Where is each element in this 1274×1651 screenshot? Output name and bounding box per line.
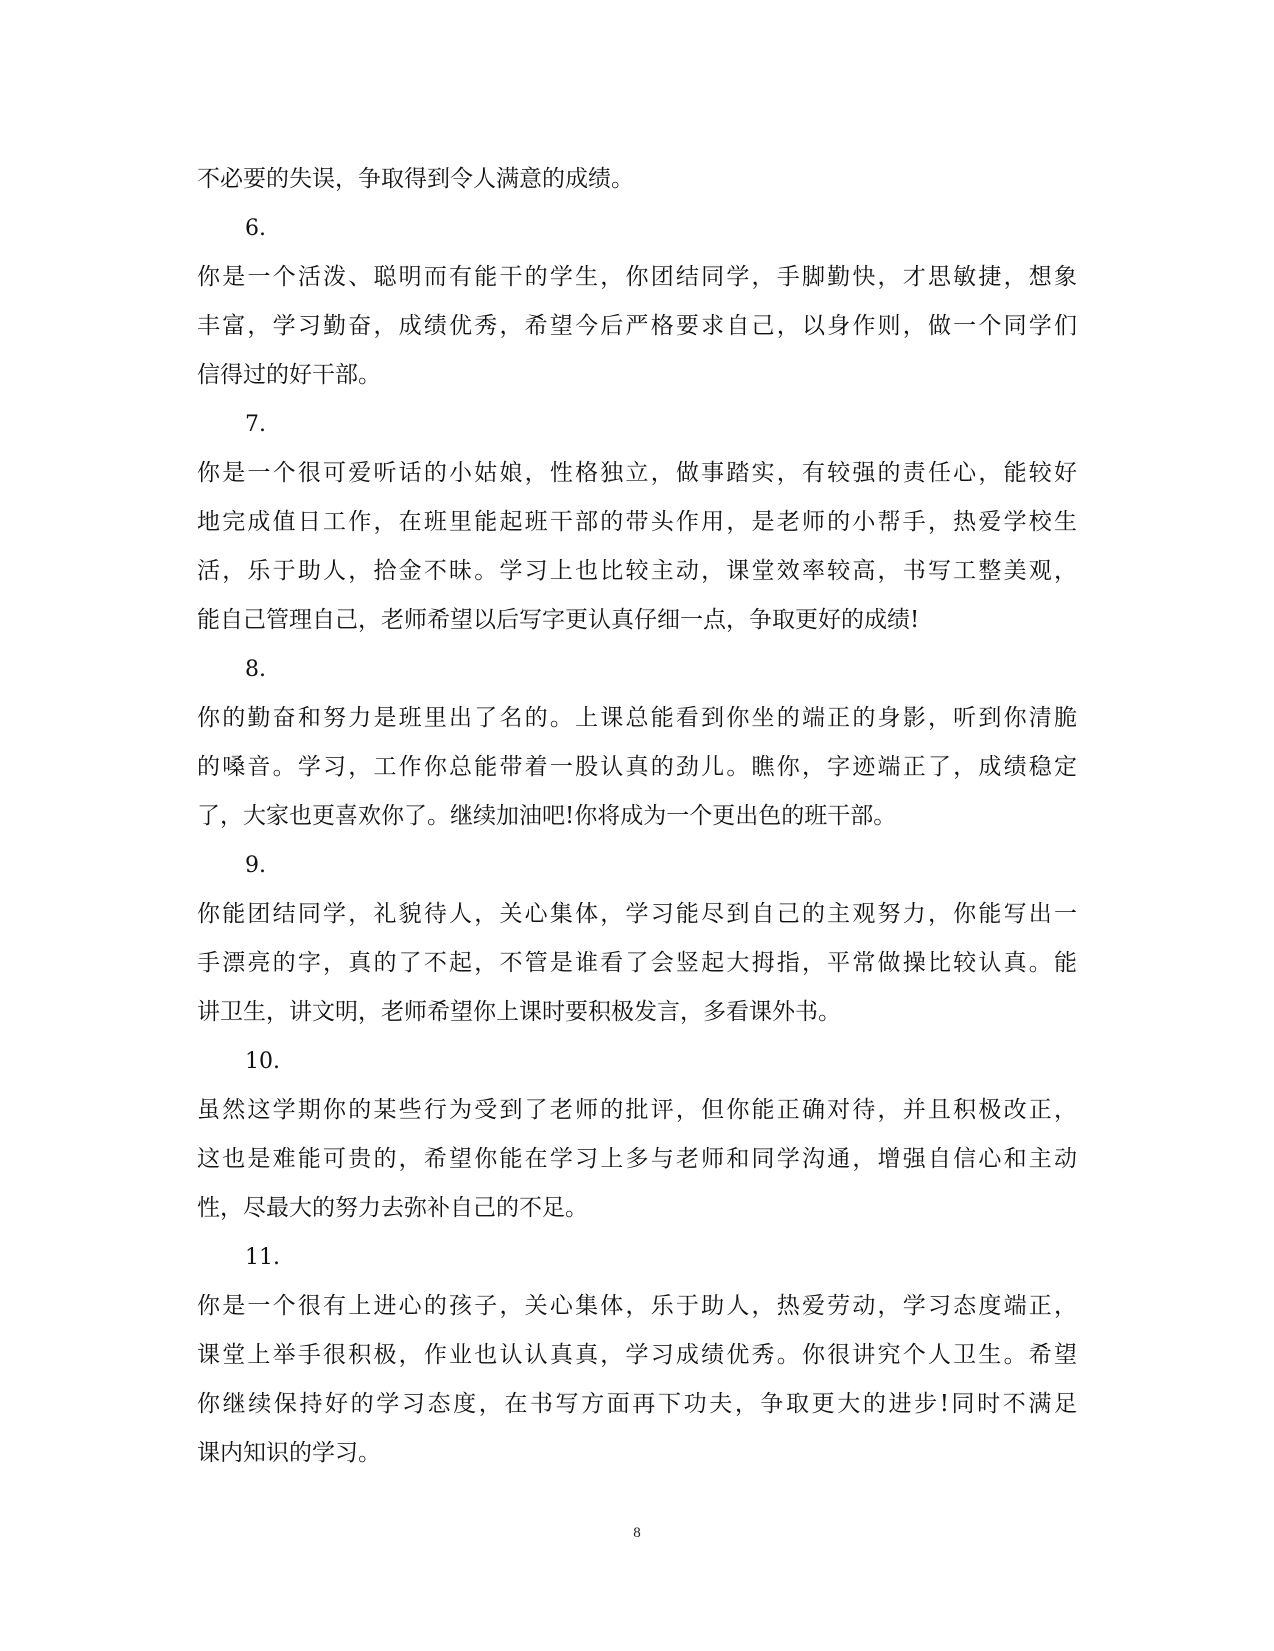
item-number: 11.	[245, 1245, 280, 1270]
text-line: 你的勤奋和努力是班里出了名的。上课总能看到你坐的端正的身影，听到你清脆	[197, 705, 1077, 731]
text-line: 你是一个很有上进心的孩子，关心集体，乐于助人，热爱劳动，学习态度端正，	[197, 1293, 1077, 1319]
text-line: 这也是难能可贵的，希望你能在学习上多与老师和同学沟通，增强自信心和主动	[197, 1146, 1077, 1172]
text-line: 活，乐于助人，拾金不昧。学习上也比较主动，课堂效率较高，书写工整美观，	[197, 558, 1077, 584]
text-line: 你是一个很可爱听话的小姑娘，性格独立，做事踏实，有较强的责任心，能较好	[197, 460, 1077, 486]
text-line: 讲卫生，讲文明，老师希望你上课时要积极发言，多看课外书。	[197, 999, 841, 1025]
text-line: 课堂上举手很积极，作业也认认真真，学习成绩优秀。你很讲究个人卫生。希望	[197, 1342, 1077, 1368]
text-line: 你是一个活泼、聪明而有能干的学生，你团结同学，手脚勤快，才思敏捷，想象	[197, 264, 1077, 290]
item-number: 7.	[245, 412, 266, 437]
text-line: 能自己管理自己，老师希望以后写字更认真仔细一点，争取更好的成绩!	[197, 607, 920, 633]
item-number: 6.	[245, 216, 266, 241]
text-line: 课内知识的学习。	[197, 1440, 381, 1466]
text-line: 手漂亮的字，真的了不起，不管是谁看了会竖起大拇指，平常做操比较认真。能	[197, 950, 1077, 976]
text-line: 虽然这学期你的某些行为受到了老师的批评，但你能正确对待，并且积极改正，	[197, 1097, 1077, 1123]
item-number: 10.	[245, 1049, 280, 1074]
text-line: 你继续保持好的学习态度，在书写方面再下功夫，争取更大的进步!同时不满足	[197, 1391, 1077, 1417]
text-line: 不必要的失误，争取得到令人满意的成绩。	[197, 166, 634, 192]
text-line: 你能团结同学，礼貌待人，关心集体，学习能尽到自己的主观努力，你能写出一	[197, 901, 1077, 927]
text-line: 性，尽最大的努力去弥补自己的不足。	[197, 1195, 588, 1221]
text-line: 信得过的好干部。	[197, 362, 381, 388]
text-line: 的嗓音。学习，工作你总能带着一股认真的劲儿。瞧你，字迹端正了，成绩稳定	[197, 754, 1077, 780]
text-line: 了，大家也更喜欢你了。继续加油吧!你将成为一个更出色的班干部。	[197, 803, 897, 829]
item-number: 8.	[245, 657, 266, 682]
item-number: 9.	[245, 853, 266, 878]
text-line: 丰富，学习勤奋，成绩优秀，希望今后严格要求自己，以身作则，做一个同学们	[197, 313, 1077, 339]
text-line: 地完成值日工作，在班里能起班干部的带头作用，是老师的小帮手，热爱学校生	[197, 509, 1077, 535]
page-number: 8	[633, 1525, 641, 1541]
document-body	[197, 155, 1077, 1478]
